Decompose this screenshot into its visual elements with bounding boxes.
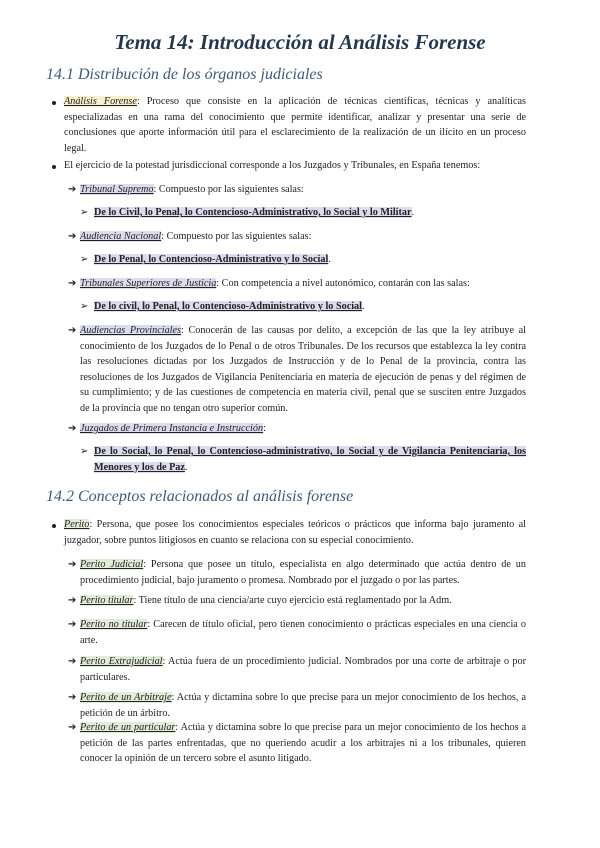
item-text: : Tiene título de una ciencia/arte cuyo ejercicio está reglamentado por la Adm. [133,595,452,606]
term-perito-judicial: Perito Judicial [80,559,144,570]
triangle-arrow-icon: ➢ [80,254,89,265]
sub-salas-tsj: De lo civil, lo Penal, lo Contencioso-Administrativo y lo Social. [94,301,365,312]
arrow-icon: ➔ [68,692,77,703]
paragraph-perito [64,517,526,548]
paragraph-potestad: El ejercicio de la potestad jurisdiccional corresponde a los Juzgados y Tribunales, en España tenemos: [64,160,481,171]
item-text: : Compuesto por las siguientes salas: [161,231,312,242]
arrow-icon: ➔ [68,559,77,570]
paragraph-analisis-forense [64,94,526,156]
item-perito-arbitraje [80,690,526,721]
arrow-icon: ➔ [68,656,77,667]
arrow-icon: ➔ [68,619,77,630]
page-title: Tema 14: Introducción al Análisis Forense [114,30,486,54]
arrow-icon: ➔ [68,231,77,242]
item-text: : Actúa fuera de un procedimiento judicial. Nombrados por una corte de arbitraje o por particulares. [80,656,526,683]
item-perito-extrajudicial [80,654,526,685]
triangle-arrow-icon: ➢ [80,207,89,218]
term-tsj: Tribunales Superiores de Justicia [80,278,217,289]
sub-salas-jpi: De lo Social, lo Penal, lo Contencioso-administrativo, lo Social y de Vigilancia Penitenciaria, los Menores y los de Paz. [94,446,526,473]
salas-text: De lo Civil, lo Penal, lo Contencioso-Administrativo, lo Social y lo Militar [94,207,412,218]
arrow-icon: ➔ [68,184,77,195]
item-perito-particular [80,720,526,767]
bullet-dot [52,101,56,105]
term-perito-arbitraje: Perito de un Arbitraje [80,692,172,703]
section-heading-2: 14.2 Conceptos relacionados al análisis forense [46,488,354,505]
arrow-icon: ➔ [68,278,77,289]
term-perito-no-titular: Perito no titular [80,619,148,630]
sub-salas-ts: De lo Civil, lo Penal, lo Contencioso-Administrativo, lo Social y lo Militar. [94,207,415,218]
term-audiencias-provinciales: Audiencias Provinciales [80,325,181,336]
section-heading-1: 14.1 Distribución de los órganos judiciales [46,66,323,83]
definition-text: : Persona, que posee los conocimientos especiales teóricos o prácticos que informa bajo juramento al juzgador, sobre puntos litigiosos en cuanto se relaciona con su especial conocimiento. [64,519,526,546]
item-tribunal-supremo [80,182,526,198]
item-text: : Actúa y dictamina sobre lo que precise para un mejor conocimiento de los hechos a petición de las partes enfrentadas, que no queriendo acudir a los arbitrajes ni a los tribunales, quieren conocer la opinión de un tercero sobre el asunto litigado. [80,722,526,764]
arrow-icon: ➔ [68,722,77,733]
salas-text: De lo Penal, lo Contencioso-Administrativo y lo Social [94,254,329,265]
triangle-arrow-icon: ➢ [80,446,89,457]
triangle-arrow-icon: ➢ [80,301,89,312]
term-perito: Perito [64,519,90,530]
arrow-icon: ➔ [68,423,77,434]
term-tribunal-supremo: Tribunal Supremo [80,184,154,195]
bullet-dot [52,165,56,169]
term-audiencia-nacional: Audiencia Nacional [80,231,162,242]
term-perito-titular: Perito titular [80,595,134,606]
term-perito-extrajudicial: Perito Extrajudicial [80,656,163,667]
arrow-icon: ➔ [68,325,77,336]
term-juzgados: Juzgados de Primera Instancia e Instrucción [80,423,264,434]
item-text: : Actúa y dictamina sobre lo que precise para un mejor conocimiento de los hechos, a petición de un árbitro. [80,692,526,719]
item-tsj [80,276,526,292]
arrow-icon: ➔ [68,595,77,606]
sub-salas-an: De lo Penal, lo Contencioso-Administrativo y lo Social. [94,254,331,265]
term-perito-particular: Perito de un particular [80,722,176,733]
item-juzgados-primera-instancia [80,421,526,437]
item-text: : Compuesto por las siguientes salas: [153,184,304,195]
item-audiencia-nacional [80,229,526,245]
item-audiencias-provinciales [80,323,526,416]
term-analisis-forense: Análisis Forense [64,96,137,107]
item-perito-judicial [80,557,526,588]
item-text: : Con competencia a nivel autonómico, contarán con las salas: [216,278,470,289]
definition-text: : Proceso que consiste en la aplicación de técnicas científicas, técnicas y analíticas especializadas en una rama del conocimiento que permite identificar, analizar y presentar una serie de conclusiones que aporte información útil para el esclarecimiento de la realización de un ilícito en un proceso legal. [64,96,526,154]
item-text: : Conocerán de las causas por delito, a excepción de las que la ley atribuye al conocimiento de los Juzgados de lo Penal o de otros Tribunales. De los recursos que establezca la ley contra las resoluciones dictadas por los Juzgados de Instrucción y de lo Penal de la provincia, contra las resoluciones de los Juzgados de Vigilancia Penitenciaria en materia de ejecución de penas y del régimen de su cumplimiento; y de las cuestiones de competencia en materia civil, penal que se susciten entre Juzgados de la provincia que no tengan otro superior común. [80,325,526,414]
item-text: : Persona que posee un título, especialista en algo determinado que actúa dentro de un procedimiento judicial, bajo juramento o promesa. Nombrado por el juzgado o por las partes. [80,559,526,586]
salas-text: De lo Social, lo Penal, lo Contencioso-administrativo, lo Social y de Vigilancia Penitenciaria, los Menores y los de Paz [94,446,526,473]
item-perito-titular [80,593,526,609]
item-text: : [263,423,266,434]
salas-text: De lo civil, lo Penal, lo Contencioso-Administrativo y lo Social [94,301,362,312]
item-text: : Carecen de título oficial, pero tienen conocimiento o prácticas especiales en una ciencia o arte. [80,619,526,646]
bullet-dot [52,524,56,528]
item-perito-no-titular [80,617,526,648]
